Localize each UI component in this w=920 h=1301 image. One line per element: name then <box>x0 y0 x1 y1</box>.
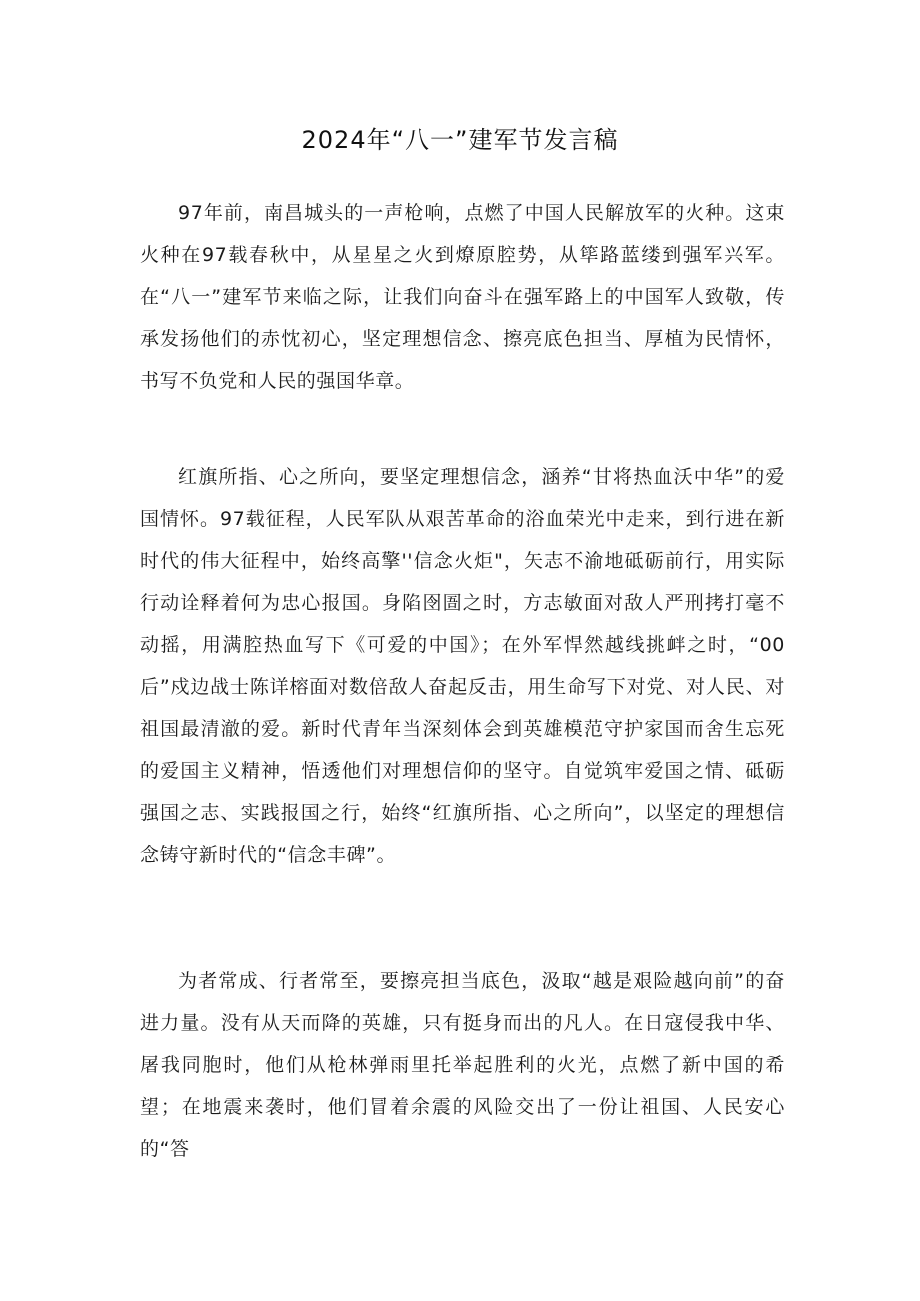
paragraph-2: 红旗所指、心之所向，要坚定理想信念，涵养“甘将热血沃中华”的爱国情怀。97载征程，人民军队从艰苦革命的浴血荣光中走来，到行进在新时代的伟大征程中，始终高擎''信念火炬"，矢志不渝地砥砺前行，用实际行动诠释着何为忠心报国。身陷囹圄之时，方志敏面对敌人严刑拷打毫不动摇，用满腔热血写下《可爱的中国》；在外军悍然越线挑衅之时，“00后”戍边战士陈详榕面对数倍敌人奋起反击，用生命写下对党、对人民、对祖国最清澈的爱。新时代青年当深刻体会到英雄模范守护家国而舍生忘死的爱国主义精神，悟透他们对理想信仰的坚守。自觉筑牢爱国之情、砥砺强国之志、实践报国之行，始终“红旗所指、心之所向”，以坚定的理想信念铸守新时代的“信念丰碑”。 <box>140 466 785 866</box>
paragraph-3: 为者常成、行者常至，要擦亮担当底色，汲取“越是艰险越向前”的奋进力量。没有从天而降的英雄，只有挺身而出的凡人。在日寇侵我中华、屠我同胞时，他们从枪林弹雨里托举起胜利的火光，点燃了新中国的希望；在地震来袭时，他们冒着余震的风险交出了一份让祖国、人民安心的“答 <box>140 970 785 1160</box>
document-title: 2024年“八一”建军节发言稿 <box>301 126 619 154</box>
paragraph-1: 97年前，南昌城头的一声枪响，点燃了中国人民解放军的火种。这束火种在97载春秋中，从星星之火到燎原腔势，从筚路蓝缕到强军兴军。在“八一”建军节来临之际，让我们向奋斗在强军路上的中国军人致敬，传承发扬他们的赤忱初心，坚定理想信念、擦亮底色担当、厚植为民情怀，书写不负党和人民的强国华章。 <box>140 202 785 392</box>
